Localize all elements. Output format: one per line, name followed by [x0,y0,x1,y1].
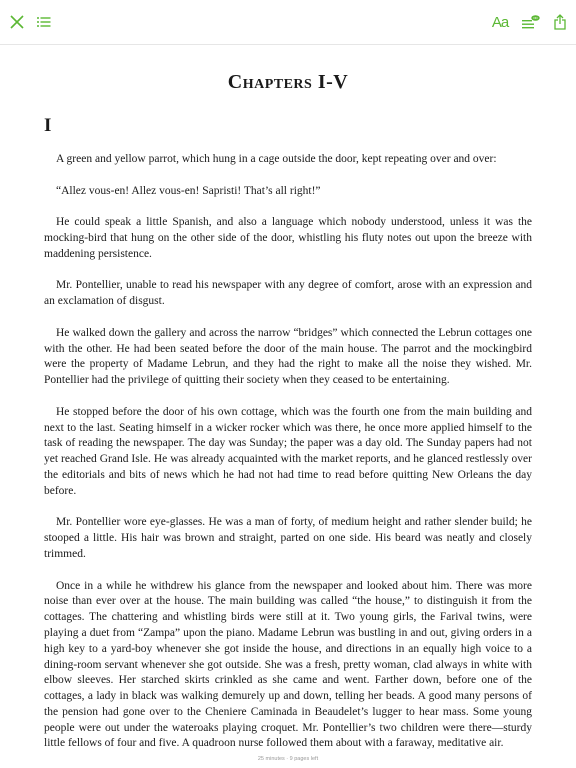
notes-icon [522,15,540,29]
reader-toolbar [0,0,576,45]
notes-button[interactable] [520,10,542,34]
font-settings-label: Aa [491,13,509,31]
reading-status: 25 minutes · 9 pages left [257,756,319,762]
font-settings-button[interactable] [488,10,512,34]
section-heading: I [44,115,52,136]
paragraph: He could speak a little Spanish, and also a language which nobody understood, unless it was the mocking-bird that hung on the other side of the door, whistling his fluty notes out upon the breeze with maddening persistence. [44,216,532,260]
table-of-contents-button[interactable] [34,10,54,34]
page-content [44,62,532,752]
paragraph: He walked down the gallery and across the narrow “bridges” which connected the Lebrun cottages one with the other. He had been seated before the door of the main house. The parrot and the mockingbird were the property of Madame Lebrun, and they had the right to make all the noise they wished. Mr. Pontellier had the privilege of quitting their society when they ceased to be entertaining. [44,326,532,387]
chapter-title: Chapters I-V [227,71,349,93]
close-button[interactable] [6,10,28,34]
paragraph: Mr. Pontellier, unable to read his newspaper with any degree of comfort, arose with an expression and an exclamation of disgust. [44,279,532,308]
paragraph: He stopped before the door of his own cottage, which was the fourth one from the main building and next to the last. Seating himself in a wicker rocker which was there, he once more applied himself to the task of reading the newspaper. The day was Sunday; the paper was a day old. The Sunday papers had not yet reached Grand Isle. He was already acquainted with the market reports, and he glanced restlessly over the editorials and bits of news which he had not had time to read before quitting New Orleans the day before. [44,405,532,497]
paragraph: “Allez vous-en! Allez vous-en! Sapristi! That’s all right!” [56,184,321,197]
paragraph: Mr. Pontellier wore eye-glasses. He was a man of forty, of medium height and rather slender build; he stooped a little. His hair was brown and straight, parted on one side. His beard was neatly and closely trimmed. [44,516,532,560]
paragraph: Once in a while he withdrew his glance from the newspaper and looked about him. There was more noise than ever over at the house. The main building was called “the house,” to distinguish it from the cottages. The chattering and whistling birds were still at it. Two young girls, the Farival twins, were playing a duet from “Zampa” upon the piano. Madame Lebrun was bustling in and out, giving orders in a high key to a yard-boy whenever she got inside the house, and directions in an equally high voice to a dining-room servant whenever she got outside. She was a fresh, pretty woman, clad always in white with elbow sleeves. Her starched skirts crinkled as she came and went. Farther down, before one of the cottages, a lady in black was walking demurely up and down, telling her beads. A good many persons of the pension had gone over to the Cheniere Caminada in Beaudelet’s lugger to hear mass. Some young people were out under the wateroaks playing croquet. Mr. Pontellier’s two children were there—sturdy little fellows of four and five. A quadroon nurse followed them about with a faraway, meditative air. [44,579,532,750]
close-icon [10,15,24,29]
list-icon [37,17,51,27]
share-icon [554,14,566,30]
paragraph: A green and yellow parrot, which hung in a cage outside the door, kept repeating over and over: [56,153,497,165]
share-button[interactable] [550,10,570,34]
